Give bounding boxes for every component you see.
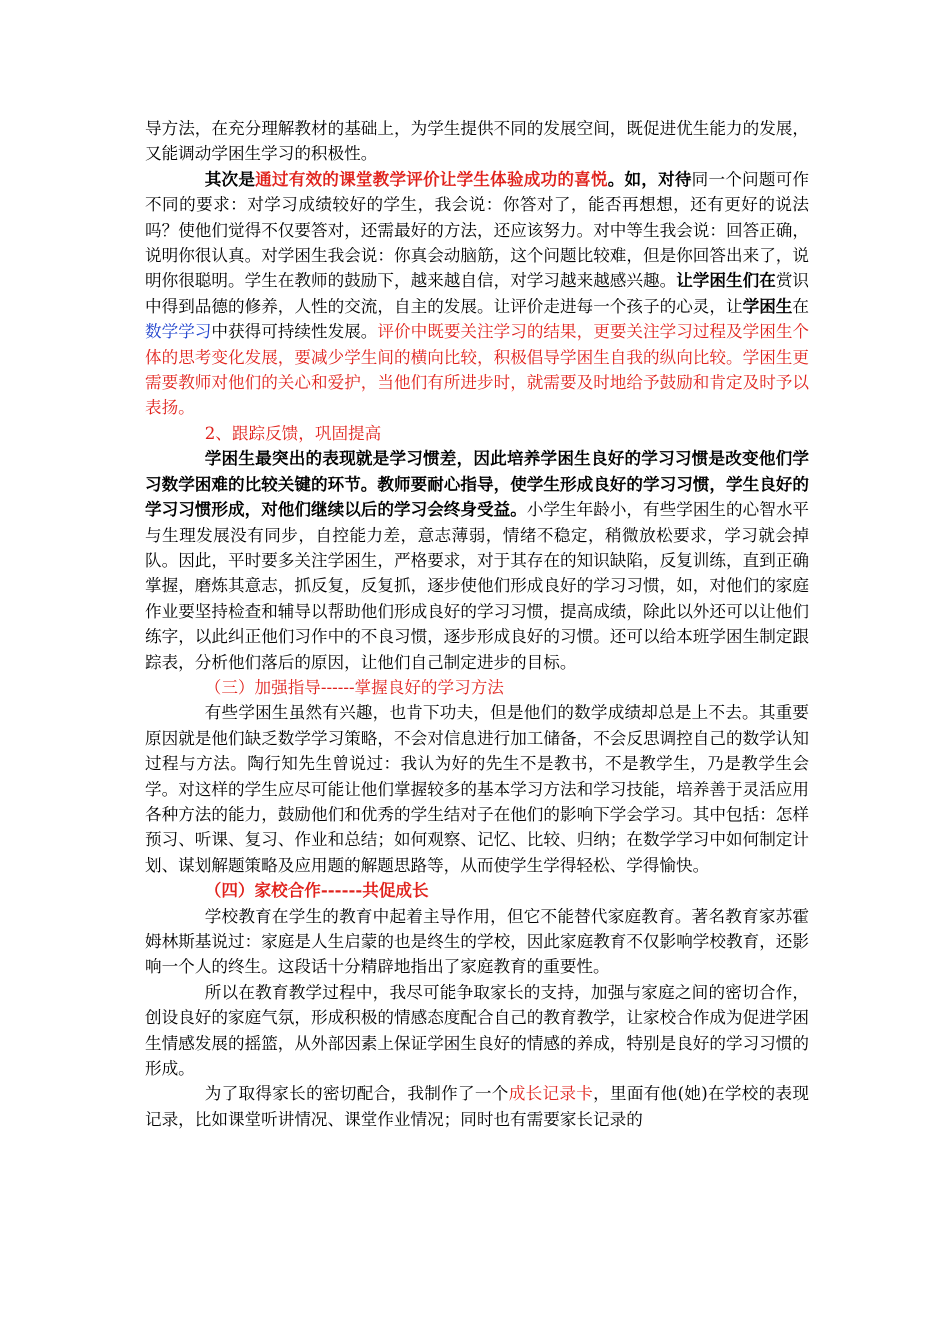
paragraph-4: 有些学困生虽然有兴趣，也肯下功夫，但是他们的数学成绩却总是上不去。其重要原因就是他们缺乏数学学习策略，不会对信息进行加工储备，不会反思调控自己的数学认知过程与方法。陶行知先生曾说过：我认为好的先生不是教书，不是教学生，乃是教学生会学。对这样的学生应尽可能让他们掌握较多的基本学习方法和学习技能，培养善于灵活应用各种方法的能力，鼓励他们和优秀的学生结对子在他们的影响下学会学习。其中包括：怎样预习、听课、复习、作业和总结；如何观察、记忆、比较、归纳；在数学学习中如何制定计划、谋划解题策略及应用题的解题思路等，从而使学生学得轻松、学得愉快。	[145, 703, 809, 875]
section-heading-4: （四）家校合作------共促成长	[204, 880, 429, 901]
p2-key-phrase: 通过有效的课堂教学评价让学生体验成功的喜悦	[255, 168, 608, 189]
text-column	[145, 116, 809, 1132]
p2-lead: 其次是	[204, 168, 256, 189]
section-heading-3: （三）加强指导------掌握良好的学习方法	[204, 677, 504, 697]
p2-connector: 在	[792, 296, 810, 316]
p2-example-lead: 。如，对待	[607, 168, 692, 189]
p2-red-passage: 评价中既要关注学习的结果，更要关注学习过程及学困生个体的思考变化发展，要减少学生间的横向比较，积极倡导学困生自我的纵向比较。学困生更需要教师对他们的关心和爱护，当他们有所进步时，就需要及时地给予鼓励和肯定及时予以表扬。	[145, 322, 810, 418]
paragraph-7	[145, 1081, 809, 1132]
paragraph-5: 学校教育在学生的教育中起着主导作用，但它不能替代家庭教育。著名教育家苏霍姆林斯基说过：家庭是人生启蒙的也是终生的学校，因此家庭教育不仅影响学校教育，还影响一个人的终生。这段话十分精辟地指出了家庭教育的重要性。	[145, 906, 809, 977]
paragraph-3	[145, 446, 809, 675]
p2-body-2: 赏识中得到品德的修养，人性的交流，自主的发展。让评价走进每一个孩子的心灵，让	[145, 271, 810, 316]
p2-body-3: 中获得可持续性发展。	[211, 322, 378, 342]
p3-bold-passage: 学困生最突出的表现就是学习惯差，因此培养学困生良好的学习习惯是改变他们学习数学困难的比较关键的环节。教师要耐心指导，使学生形成良好的学习习惯，学生良好的学习习惯形成，对他们继续以后的学习会终身受益。	[145, 448, 809, 520]
paragraph-1: 导方法，在充分理解教材的基础上，为学生提供不同的发展空间，既促进优生能力的发展，又能调动学困生学习的积极性。	[145, 119, 809, 164]
paragraph-6: 所以在教育教学过程中，我尽可能争取家长的支持，加强与家庭之间的密切合作，创设良好的家庭气氛，形成积极的情感态度配合自己的教育教学，让家校合作成为促进学困生情感发展的摇篮，从外部因素上保证学困生良好的情感的养成，特别是良好的学习习惯的形成。	[145, 982, 809, 1079]
p3-body: 小学生年龄小，有些学困生的心智水平与生理发展没有同步，自控能力差，意志薄弱，情绪不稳定，稍微放松要求，学习就会掉队。因此，平时要多关注学困生，严格要求，对于其存在的知识缺陷，反复训练，直到正确掌握，磨炼其意志，抓反复，反复抓，逐步使他们形成良好的学习习惯，如，对他们的家庭作业要坚持检查和辅导以帮助他们形成良好的学习习惯，提高成绩，除此以外还可以让他们练字，以此纠正他们习作中的不良习惯，逐步形成良好的习惯。还可以给本班学困生制定跟踪表，分析他们落后的原因，让他们自己制定进步的目标。	[145, 500, 810, 672]
growth-record-card: 成长记录卡	[508, 1084, 594, 1104]
paragraph-2	[145, 167, 809, 421]
p7-body-2: ，里面有他(她)在学校的表现记录，比如课堂听讲情况、课堂作业情况；同时也有需要家长记录的	[145, 1084, 810, 1129]
section-heading-2: 2、跟踪反馈，巩固提高	[204, 423, 382, 443]
p7-body: 为了取得家长的密切配合，我制作了一个	[204, 1084, 509, 1104]
p2-body: 同一个问题可作不同的要求：对学习成绩较好的学生，我会说：你答对了，能否再想想，还有更好的说法吗？使他们觉得不仅要答对，还需最好的方法，还应该努力。对中等生我会说：回答正确，说明你很认真。对学困生我会说：你真会动脑筋，这个问题比较难，但是你回答出来了，说明你很聪明。学生在教师的鼓励下，越来越自信，对学习越来越感兴趣。	[145, 169, 810, 291]
p2-bold-term: 学困生	[742, 295, 793, 316]
math-learning-link[interactable]: 数学学习	[145, 322, 212, 342]
p2-bold-phrase: 让学困生们在	[676, 270, 776, 291]
